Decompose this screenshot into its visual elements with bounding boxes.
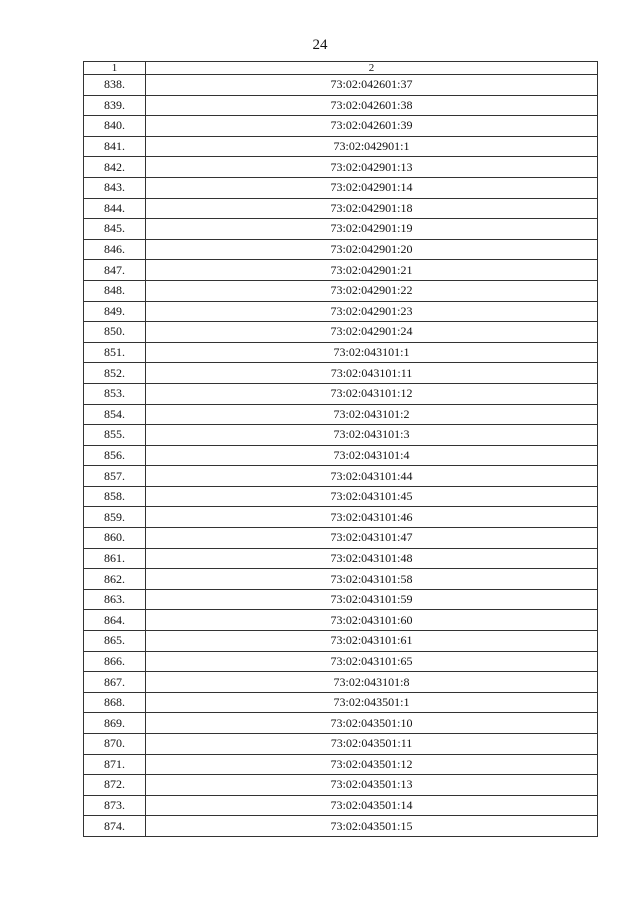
table-row — [84, 651, 598, 672]
row-number: 841. — [84, 136, 146, 157]
cadastral-number: 73:02:043501:1 — [146, 692, 598, 713]
row-number: 846. — [84, 239, 146, 260]
table-row — [84, 631, 598, 652]
row-number: 857. — [84, 466, 146, 487]
row-number: 865. — [84, 631, 146, 652]
table-row — [84, 734, 598, 755]
row-number: 863. — [84, 589, 146, 610]
cadastral-number: 73:02:043101:8 — [146, 672, 598, 693]
row-number: 850. — [84, 322, 146, 343]
cadastral-number: 73:02:042601:37 — [146, 75, 598, 96]
table-row — [84, 610, 598, 631]
cadastral-number: 73:02:042901:24 — [146, 322, 598, 343]
row-number: 854. — [84, 404, 146, 425]
row-number: 845. — [84, 219, 146, 240]
cadastral-number: 73:02:043101:47 — [146, 528, 598, 549]
cadastral-number: 73:02:042901:21 — [146, 260, 598, 281]
column-header-number: 1 — [84, 62, 146, 75]
cadastral-number: 73:02:043101:12 — [146, 383, 598, 404]
table-row — [84, 75, 598, 96]
cadastral-number: 73:02:042901:19 — [146, 219, 598, 240]
table-row — [84, 404, 598, 425]
table-row — [84, 569, 598, 590]
table-row — [84, 157, 598, 178]
table-row — [84, 816, 598, 837]
row-number: 842. — [84, 157, 146, 178]
row-number: 844. — [84, 198, 146, 219]
row-number: 852. — [84, 363, 146, 384]
row-number: 851. — [84, 342, 146, 363]
table-row — [84, 116, 598, 137]
cadastral-number: 73:02:042901:14 — [146, 177, 598, 198]
cadastral-number: 73:02:043101:61 — [146, 631, 598, 652]
row-number: 872. — [84, 775, 146, 796]
cadastral-number: 73:02:043501:15 — [146, 816, 598, 837]
row-number: 868. — [84, 692, 146, 713]
row-number: 843. — [84, 177, 146, 198]
table-row — [84, 795, 598, 816]
row-number: 847. — [84, 260, 146, 281]
cadastral-number: 73:02:043101:2 — [146, 404, 598, 425]
table-row — [84, 239, 598, 260]
cadastral-table — [83, 61, 598, 837]
cadastral-number: 73:02:042601:39 — [146, 116, 598, 137]
table-row — [84, 301, 598, 322]
cadastral-number: 73:02:043501:14 — [146, 795, 598, 816]
cadastral-number: 73:02:043101:1 — [146, 342, 598, 363]
cadastral-number: 73:02:043101:11 — [146, 363, 598, 384]
table-row — [84, 528, 598, 549]
table-row — [84, 466, 598, 487]
table-header-row — [84, 62, 598, 75]
cadastral-number: 73:02:043101:59 — [146, 589, 598, 610]
cadastral-number: 73:02:043501:12 — [146, 754, 598, 775]
row-number: 839. — [84, 95, 146, 116]
cadastral-number: 73:02:043501:10 — [146, 713, 598, 734]
row-number: 864. — [84, 610, 146, 631]
row-number: 869. — [84, 713, 146, 734]
table-row — [84, 713, 598, 734]
table-row — [84, 383, 598, 404]
table-row — [84, 136, 598, 157]
row-number: 871. — [84, 754, 146, 775]
cadastral-number: 73:02:042901:1 — [146, 136, 598, 157]
row-number: 861. — [84, 548, 146, 569]
cadastral-number: 73:02:043101:3 — [146, 425, 598, 446]
cadastral-number: 73:02:043501:11 — [146, 734, 598, 755]
table-row — [84, 219, 598, 240]
row-number: 840. — [84, 116, 146, 137]
row-number: 873. — [84, 795, 146, 816]
cadastral-number: 73:02:042901:20 — [146, 239, 598, 260]
row-number: 867. — [84, 672, 146, 693]
cadastral-number: 73:02:043101:58 — [146, 569, 598, 590]
cadastral-number: 73:02:042901:18 — [146, 198, 598, 219]
table-row — [84, 486, 598, 507]
row-number: 862. — [84, 569, 146, 590]
table-row — [84, 425, 598, 446]
table-row — [84, 177, 598, 198]
row-number: 860. — [84, 528, 146, 549]
cadastral-number: 73:02:043101:48 — [146, 548, 598, 569]
cadastral-number: 73:02:042901:22 — [146, 280, 598, 301]
table-row — [84, 280, 598, 301]
row-number: 838. — [84, 75, 146, 96]
cadastral-number: 73:02:043101:60 — [146, 610, 598, 631]
row-number: 859. — [84, 507, 146, 528]
cadastral-number: 73:02:042901:13 — [146, 157, 598, 178]
row-number: 848. — [84, 280, 146, 301]
row-number: 874. — [84, 816, 146, 837]
cadastral-number: 73:02:043101:65 — [146, 651, 598, 672]
row-number: 853. — [84, 383, 146, 404]
table-row — [84, 363, 598, 384]
table-row — [84, 548, 598, 569]
table-row — [84, 445, 598, 466]
table-row — [84, 672, 598, 693]
table-row — [84, 507, 598, 528]
page-number: 24 — [312, 37, 328, 53]
table-row — [84, 754, 598, 775]
row-number: 849. — [84, 301, 146, 322]
table-row — [84, 95, 598, 116]
cadastral-number: 73:02:043101:4 — [146, 445, 598, 466]
row-number: 858. — [84, 486, 146, 507]
table-row — [84, 692, 598, 713]
table-row — [84, 198, 598, 219]
table-row — [84, 589, 598, 610]
row-number: 870. — [84, 734, 146, 755]
row-number: 866. — [84, 651, 146, 672]
table-row — [84, 260, 598, 281]
column-header-code: 2 — [146, 62, 598, 75]
table-row — [84, 322, 598, 343]
row-number: 855. — [84, 425, 146, 446]
cadastral-number: 73:02:043101:44 — [146, 466, 598, 487]
table-row — [84, 342, 598, 363]
cadastral-number: 73:02:043101:46 — [146, 507, 598, 528]
cadastral-number: 73:02:042601:38 — [146, 95, 598, 116]
cadastral-number: 73:02:042901:23 — [146, 301, 598, 322]
row-number: 856. — [84, 445, 146, 466]
cadastral-number: 73:02:043501:13 — [146, 775, 598, 796]
table-row — [84, 775, 598, 796]
cadastral-number: 73:02:043101:45 — [146, 486, 598, 507]
